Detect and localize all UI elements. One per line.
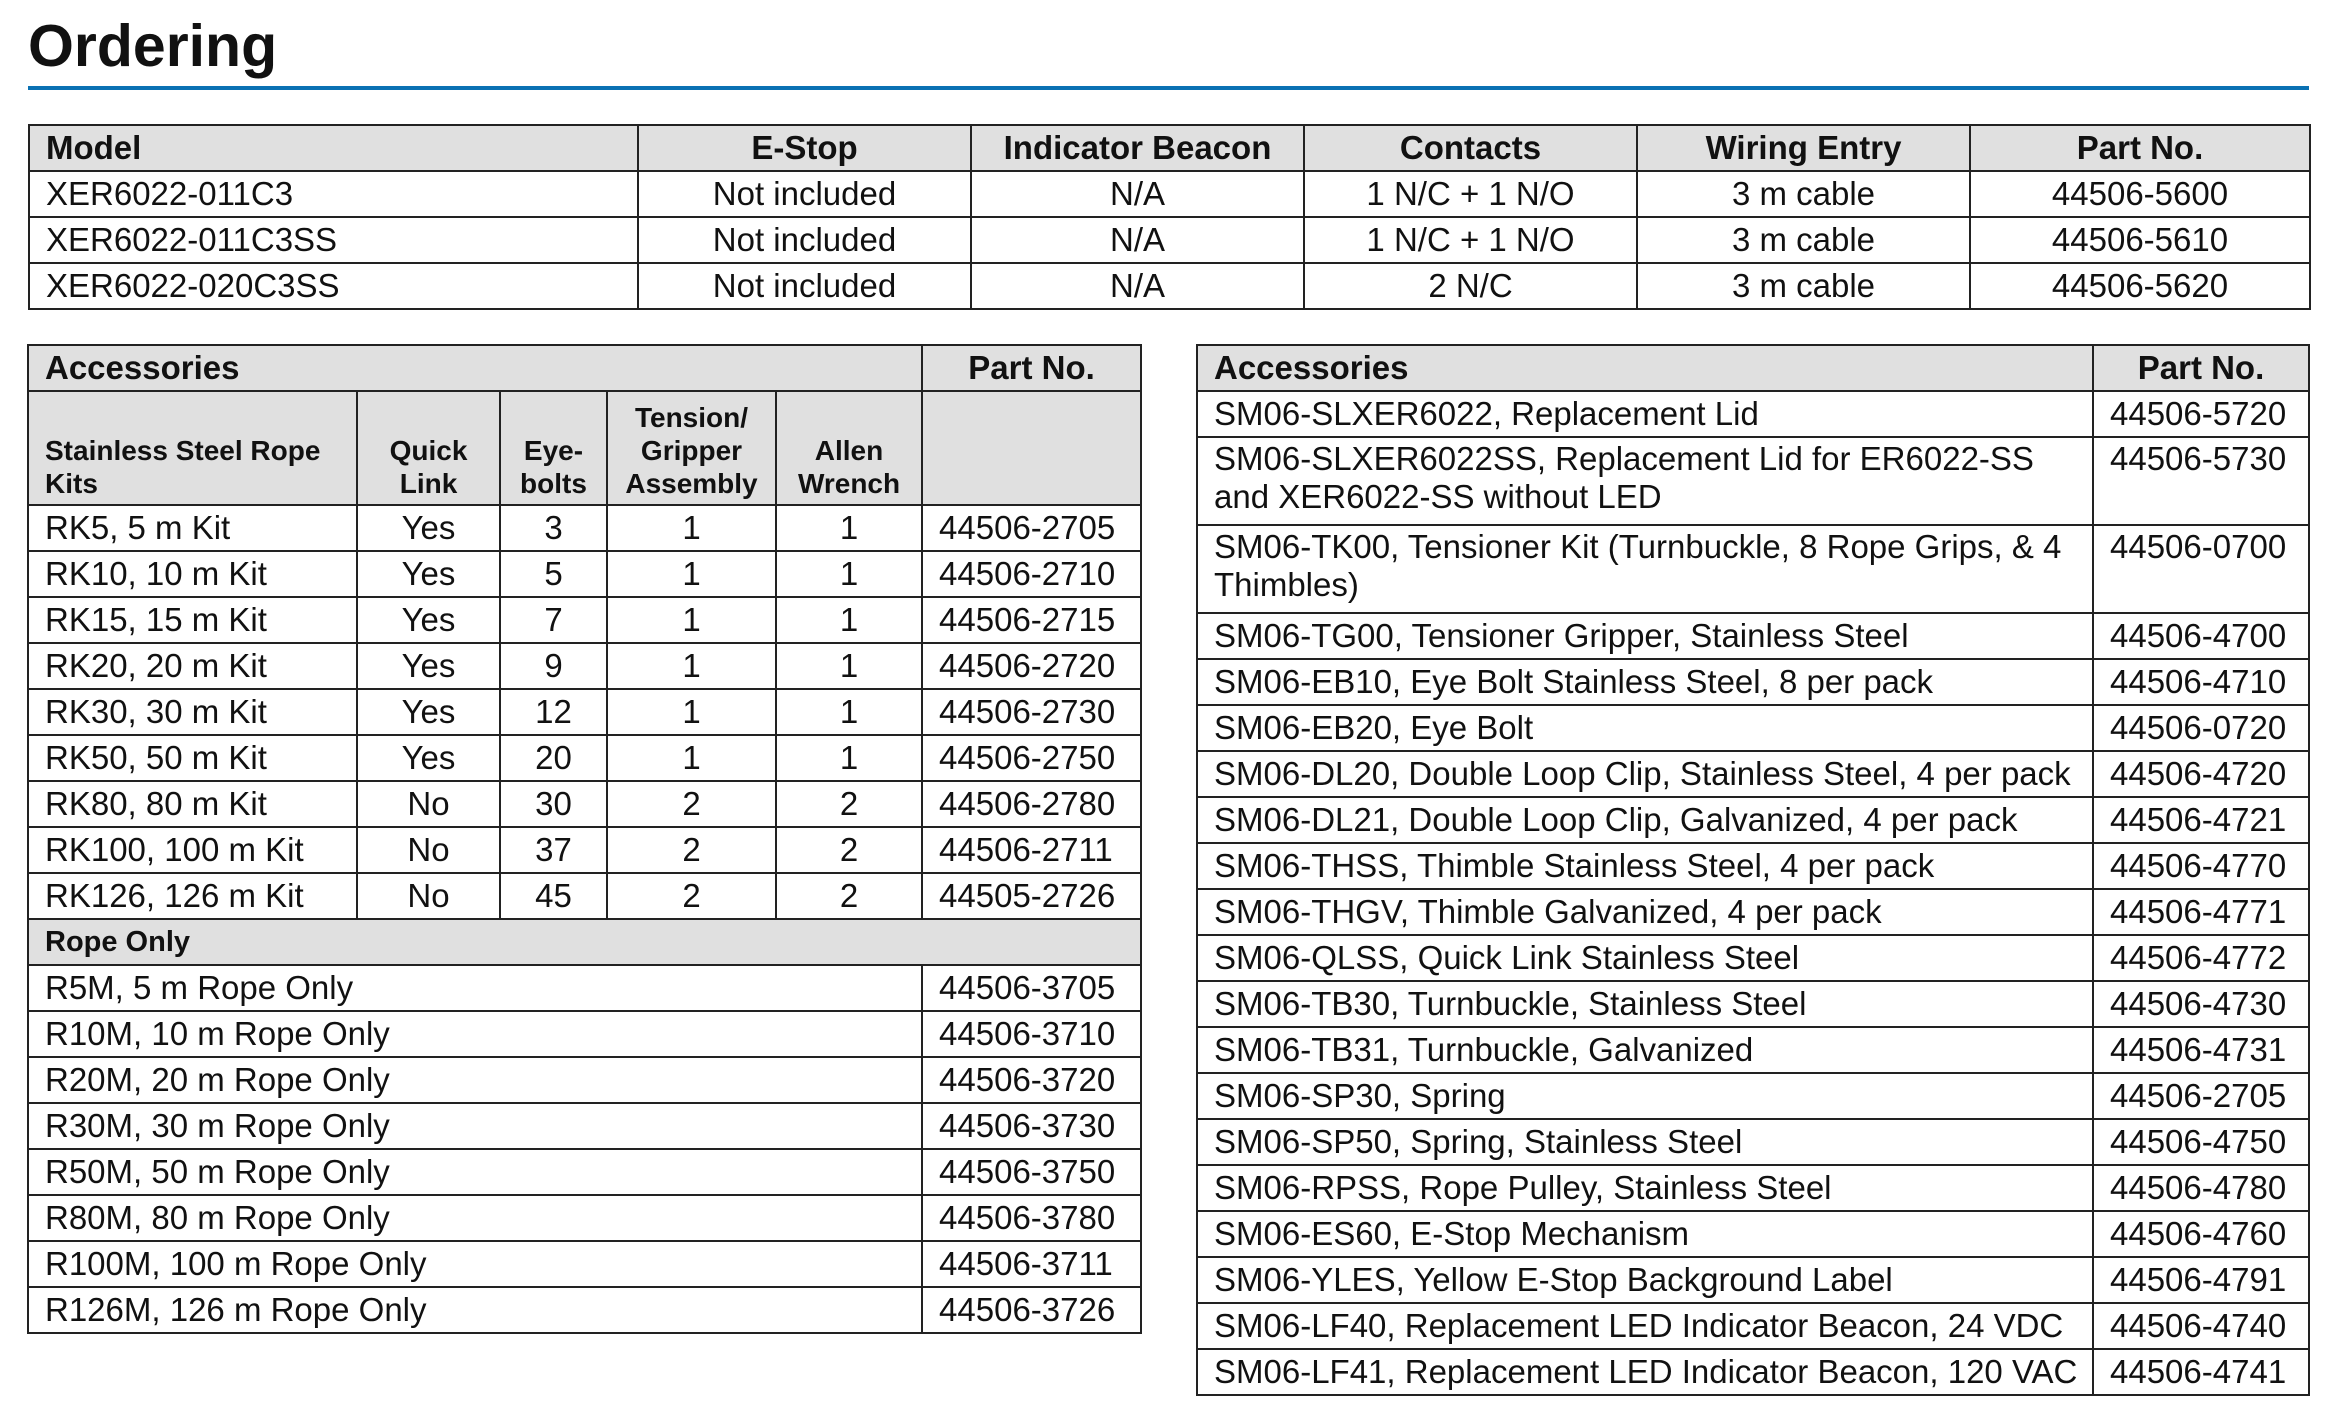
table-row — [1197, 1211, 2309, 1257]
rope-only-body — [28, 965, 1141, 1333]
part-no-cell: 44506-5610 — [1970, 217, 2310, 263]
table-row — [1197, 1119, 2309, 1165]
table-row — [28, 551, 1141, 597]
rope-name-cell: R10M, 10 m Rope Only — [28, 1011, 922, 1057]
column-header-part-no: Part No. — [1970, 125, 2310, 171]
part-no-cell: 44506-2715 — [922, 597, 1141, 643]
kit-name-cell: RK10, 10 m Kit — [28, 551, 357, 597]
tension-gripper-cell: 1 — [607, 505, 776, 551]
rope-name-cell: R80M, 80 m Rope Only — [28, 1195, 922, 1241]
contacts-cell: 1 N/C + 1 N/O — [1304, 217, 1637, 263]
table-row — [28, 597, 1141, 643]
part-no-cell: 44506-3710 — [922, 1011, 1141, 1057]
part-no-cell: 44506-3711 — [922, 1241, 1141, 1287]
part-no-cell: 44506-4700 — [2093, 613, 2309, 659]
contacts-cell: 1 N/C + 1 N/O — [1304, 171, 1637, 217]
column-header-wiring-entry: Wiring Entry — [1637, 125, 1970, 171]
table-row — [28, 1149, 1141, 1195]
kit-name-cell: RK5, 5 m Kit — [28, 505, 357, 551]
column-header-contacts: Contacts — [1304, 125, 1637, 171]
quick-link-cell: No — [357, 781, 500, 827]
part-no-cell: 44506-3705 — [922, 965, 1141, 1011]
allen-wrench-cell: 2 — [776, 827, 922, 873]
rope-kits-body — [28, 505, 1141, 919]
accessory-name-cell: SM06-RPSS, Rope Pulley, Stainless Steel — [1197, 1165, 2093, 1211]
rope-table-header-row — [28, 345, 1141, 391]
accessory-name-cell: SM06-EB10, Eye Bolt Stainless Steel, 8 per pack — [1197, 659, 2093, 705]
part-no-cell: 44506-4770 — [2093, 843, 2309, 889]
allen-wrench-cell: 1 — [776, 551, 922, 597]
allen-wrench-cell: 1 — [776, 735, 922, 781]
column-header-estop: E-Stop — [638, 125, 971, 171]
table-row — [1197, 1257, 2309, 1303]
table-row — [1197, 525, 2309, 613]
beacon-cell: N/A — [971, 171, 1304, 217]
estop-cell: Not included — [638, 263, 971, 309]
table-row — [28, 781, 1141, 827]
page-title: Ordering — [28, 13, 278, 79]
tension-gripper-cell: 1 — [607, 643, 776, 689]
part-no-cell: 44506-0700 — [2093, 525, 2309, 613]
part-no-cell: 44506-4771 — [2093, 889, 2309, 935]
accessories-body — [1197, 391, 2309, 1395]
rope-kits-table — [27, 344, 1142, 1334]
accessory-name-cell: SM06-THSS, Thimble Stainless Steel, 4 per pack — [1197, 843, 2093, 889]
model-cell: XER6022-011C3SS — [29, 217, 638, 263]
eye-bolts-cell: 30 — [500, 781, 607, 827]
allen-wrench-cell: 2 — [776, 781, 922, 827]
part-no-cell: 44506-5620 — [1970, 263, 2310, 309]
accessory-name-cell: SM06-ES60, E-Stop Mechanism — [1197, 1211, 2093, 1257]
subheader-rope-kits: Stainless Steel Rope Kits — [28, 391, 357, 505]
accessory-name-cell: SM06-TB31, Turnbuckle, Galvanized — [1197, 1027, 2093, 1073]
allen-wrench-cell: 1 — [776, 597, 922, 643]
rope-table-subheader-row — [28, 391, 1141, 505]
table-row — [1197, 705, 2309, 751]
accessory-name-cell: SM06-QLSS, Quick Link Stainless Steel — [1197, 935, 2093, 981]
quick-link-cell: Yes — [357, 735, 500, 781]
kit-name-cell: RK15, 15 m Kit — [28, 597, 357, 643]
allen-wrench-cell: 1 — [776, 689, 922, 735]
eye-bolts-cell: 45 — [500, 873, 607, 919]
kit-name-cell: RK50, 50 m Kit — [28, 735, 357, 781]
part-no-cell: 44506-4760 — [2093, 1211, 2309, 1257]
accessory-name-cell: SM06-DL21, Double Loop Clip, Galvanized, 4 per pack — [1197, 797, 2093, 843]
table-row — [28, 1011, 1141, 1057]
accessory-name-cell: SM06-YLES, Yellow E-Stop Background Label — [1197, 1257, 2093, 1303]
title-rule — [28, 86, 2309, 90]
part-no-cell: 44506-2705 — [2093, 1073, 2309, 1119]
tension-gripper-cell: 1 — [607, 689, 776, 735]
table-row — [28, 827, 1141, 873]
accessories-table — [1196, 344, 2310, 1396]
part-no-cell: 44506-2730 — [922, 689, 1141, 735]
part-no-cell: 44506-5600 — [1970, 171, 2310, 217]
table-row — [1197, 613, 2309, 659]
wiring-cell: 3 m cable — [1637, 217, 1970, 263]
kit-name-cell: RK100, 100 m Kit — [28, 827, 357, 873]
part-no-cell: 44506-4721 — [2093, 797, 2309, 843]
accessory-name-cell: SM06-SP50, Spring, Stainless Steel — [1197, 1119, 2093, 1165]
eye-bolts-cell: 7 — [500, 597, 607, 643]
part-no-cell: 44506-4772 — [2093, 935, 2309, 981]
tension-gripper-cell: 2 — [607, 827, 776, 873]
table-row — [1197, 659, 2309, 705]
table-row — [28, 689, 1141, 735]
rope-table-title: Accessories — [28, 345, 922, 391]
table-row — [1197, 1349, 2309, 1395]
eye-bolts-cell: 12 — [500, 689, 607, 735]
models-header-row — [29, 125, 2310, 171]
models-table — [28, 124, 2311, 310]
table-row — [29, 263, 2310, 309]
table-row — [28, 505, 1141, 551]
accessory-name-cell: SM06-TB30, Turnbuckle, Stainless Steel — [1197, 981, 2093, 1027]
subheader-eye-bolts: Eye-bolts — [500, 391, 607, 505]
accessory-name-cell: SM06-LF40, Replacement LED Indicator Beacon, 24 VDC — [1197, 1303, 2093, 1349]
table-row — [1197, 391, 2309, 437]
part-no-cell: 44506-5730 — [2093, 437, 2309, 525]
kit-name-cell: RK20, 20 m Kit — [28, 643, 357, 689]
table-row — [29, 217, 2310, 263]
part-no-cell: 44506-4730 — [2093, 981, 2309, 1027]
table-row — [1197, 751, 2309, 797]
quick-link-cell: Yes — [357, 551, 500, 597]
accessory-name-cell: SM06-TG00, Tensioner Gripper, Stainless Steel — [1197, 613, 2093, 659]
column-header-model: Model — [29, 125, 638, 171]
tension-gripper-cell: 1 — [607, 551, 776, 597]
part-no-cell: 44506-2750 — [922, 735, 1141, 781]
allen-wrench-cell: 1 — [776, 643, 922, 689]
rope-only-header: Rope Only — [28, 919, 1141, 965]
part-no-cell: 44506-0720 — [2093, 705, 2309, 751]
rope-table-part-header: Part No. — [922, 345, 1141, 391]
allen-wrench-cell: 1 — [776, 505, 922, 551]
eye-bolts-cell: 5 — [500, 551, 607, 597]
accessories-part-header: Part No. — [2093, 345, 2309, 391]
model-cell: XER6022-020C3SS — [29, 263, 638, 309]
table-row — [28, 965, 1141, 1011]
estop-cell: Not included — [638, 171, 971, 217]
table-row — [1197, 1027, 2309, 1073]
part-no-cell: 44506-3780 — [922, 1195, 1141, 1241]
accessory-name-cell: SM06-DL20, Double Loop Clip, Stainless Steel, 4 per pack — [1197, 751, 2093, 797]
table-row — [1197, 797, 2309, 843]
rope-name-cell: R30M, 30 m Rope Only — [28, 1103, 922, 1149]
part-no-cell: 44506-4791 — [2093, 1257, 2309, 1303]
subheader-empty — [922, 391, 1141, 505]
accessory-name-cell: SM06-SLXER6022, Replacement Lid — [1197, 391, 2093, 437]
tension-gripper-cell: 2 — [607, 781, 776, 827]
part-no-cell: 44506-4780 — [2093, 1165, 2309, 1211]
tension-gripper-cell: 2 — [607, 873, 776, 919]
quick-link-cell: Yes — [357, 597, 500, 643]
part-no-cell: 44506-3720 — [922, 1057, 1141, 1103]
model-cell: XER6022-011C3 — [29, 171, 638, 217]
part-no-cell: 44506-4731 — [2093, 1027, 2309, 1073]
part-no-cell: 44506-2711 — [922, 827, 1141, 873]
table-row — [29, 171, 2310, 217]
kit-name-cell: RK126, 126 m Kit — [28, 873, 357, 919]
models-body — [29, 171, 2310, 309]
wiring-cell: 3 m cable — [1637, 171, 1970, 217]
tension-gripper-cell: 1 — [607, 597, 776, 643]
table-row — [28, 1195, 1141, 1241]
wiring-cell: 3 m cable — [1637, 263, 1970, 309]
accessory-name-cell: SM06-LF41, Replacement LED Indicator Beacon, 120 VAC — [1197, 1349, 2093, 1395]
eye-bolts-cell: 20 — [500, 735, 607, 781]
allen-wrench-cell: 2 — [776, 873, 922, 919]
accessories-title: Accessories — [1197, 345, 2093, 391]
subheader-allen-wrench: Allen Wrench — [776, 391, 922, 505]
part-no-cell: 44506-4750 — [2093, 1119, 2309, 1165]
rope-name-cell: R50M, 50 m Rope Only — [28, 1149, 922, 1195]
table-row — [1197, 889, 2309, 935]
eye-bolts-cell: 3 — [500, 505, 607, 551]
rope-name-cell: R100M, 100 m Rope Only — [28, 1241, 922, 1287]
table-row — [1197, 981, 2309, 1027]
subheader-tension-gripper: Tension/ Gripper Assembly — [607, 391, 776, 505]
estop-cell: Not included — [638, 217, 971, 263]
table-row — [28, 873, 1141, 919]
quick-link-cell: No — [357, 873, 500, 919]
kit-name-cell: RK30, 30 m Kit — [28, 689, 357, 735]
table-row — [28, 1057, 1141, 1103]
accessory-name-cell: SM06-EB20, Eye Bolt — [1197, 705, 2093, 751]
part-no-cell: 44506-2710 — [922, 551, 1141, 597]
beacon-cell: N/A — [971, 263, 1304, 309]
part-no-cell: 44506-4710 — [2093, 659, 2309, 705]
table-row — [28, 1287, 1141, 1333]
quick-link-cell: Yes — [357, 689, 500, 735]
part-no-cell: 44506-5720 — [2093, 391, 2309, 437]
quick-link-cell: Yes — [357, 643, 500, 689]
accessories-header-row — [1197, 345, 2309, 391]
table-row — [1197, 843, 2309, 889]
table-row — [1197, 1073, 2309, 1119]
accessory-name-cell: SM06-SP30, Spring — [1197, 1073, 2093, 1119]
contacts-cell: 2 N/C — [1304, 263, 1637, 309]
rope-only-section-row — [28, 919, 1141, 965]
accessory-name-cell: SM06-SLXER6022SS, Replacement Lid for ER6022-SS and XER6022-SS without LED — [1197, 437, 2093, 525]
part-no-cell: 44506-3750 — [922, 1149, 1141, 1195]
table-row — [28, 1241, 1141, 1287]
rope-name-cell: R126M, 126 m Rope Only — [28, 1287, 922, 1333]
accessory-name-cell: SM06-THGV, Thimble Galvanized, 4 per pack — [1197, 889, 2093, 935]
part-no-cell: 44506-4740 — [2093, 1303, 2309, 1349]
part-no-cell: 44506-4720 — [2093, 751, 2309, 797]
eye-bolts-cell: 9 — [500, 643, 607, 689]
column-header-indicator-beacon: Indicator Beacon — [971, 125, 1304, 171]
table-row — [28, 735, 1141, 781]
accessory-name-cell: SM06-TK00, Tensioner Kit (Turnbuckle, 8 Rope Grips, & 4 Thimbles) — [1197, 525, 2093, 613]
quick-link-cell: Yes — [357, 505, 500, 551]
eye-bolts-cell: 37 — [500, 827, 607, 873]
tension-gripper-cell: 1 — [607, 735, 776, 781]
part-no-cell: 44506-2720 — [922, 643, 1141, 689]
beacon-cell: N/A — [971, 217, 1304, 263]
part-no-cell: 44506-3730 — [922, 1103, 1141, 1149]
part-no-cell: 44505-2726 — [922, 873, 1141, 919]
part-no-cell: 44506-3726 — [922, 1287, 1141, 1333]
table-row — [1197, 1303, 2309, 1349]
part-no-cell: 44506-2705 — [922, 505, 1141, 551]
rope-name-cell: R20M, 20 m Rope Only — [28, 1057, 922, 1103]
table-row — [1197, 1165, 2309, 1211]
rope-name-cell: R5M, 5 m Rope Only — [28, 965, 922, 1011]
table-row — [1197, 935, 2309, 981]
kit-name-cell: RK80, 80 m Kit — [28, 781, 357, 827]
table-row — [1197, 437, 2309, 525]
subheader-quick-link: Quick Link — [357, 391, 500, 505]
quick-link-cell: No — [357, 827, 500, 873]
part-no-cell: 44506-4741 — [2093, 1349, 2309, 1395]
table-row — [28, 1103, 1141, 1149]
table-row — [28, 643, 1141, 689]
part-no-cell: 44506-2780 — [922, 781, 1141, 827]
